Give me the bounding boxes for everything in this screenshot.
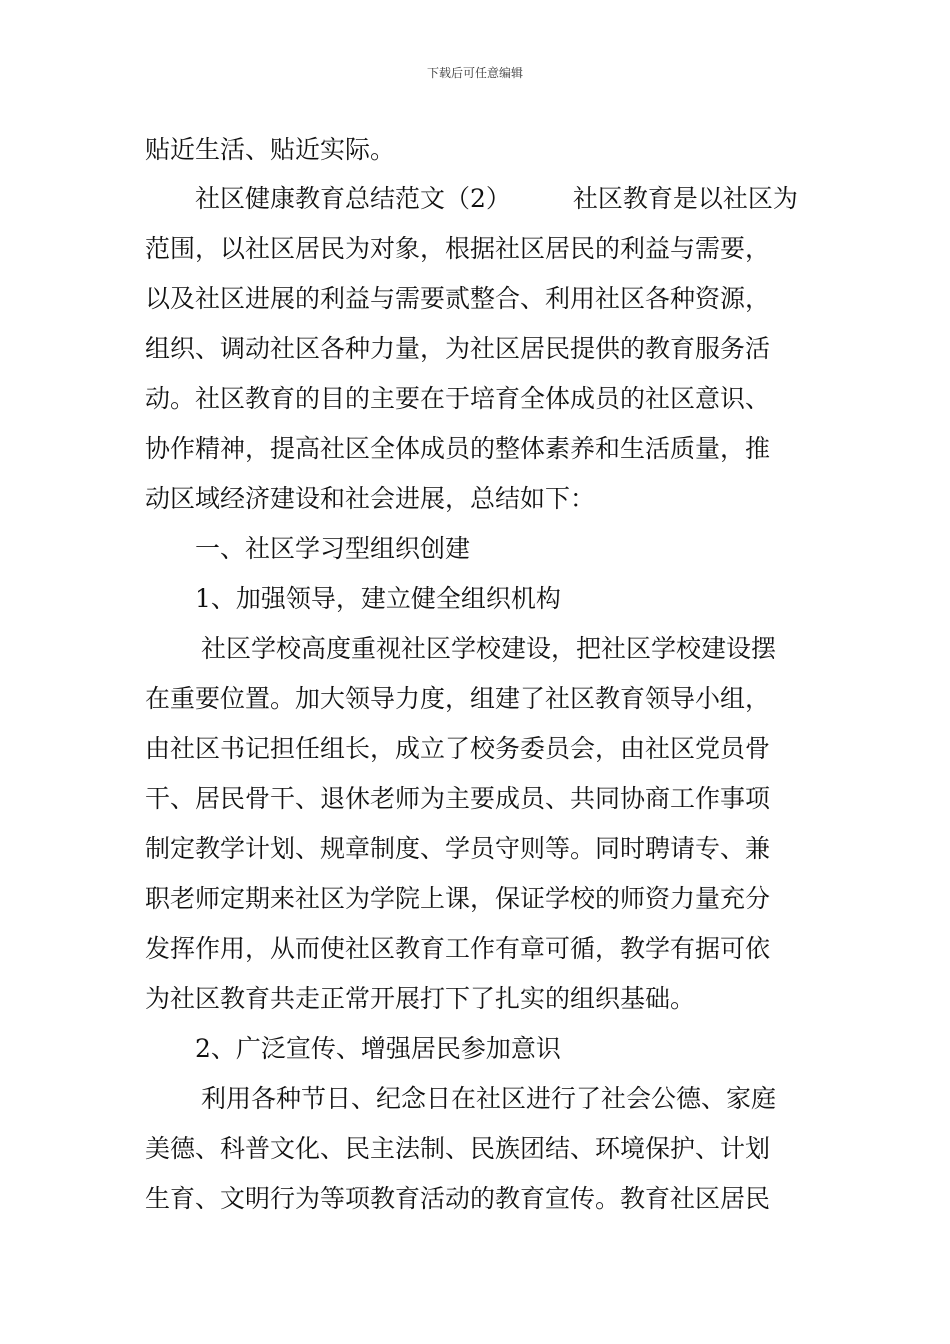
text-line-7: 协作精神，提高社区全体成员的整体素养和生活质量，推 [145,434,771,463]
text-line-16: 职老师定期来社区为学院上课，保证学校的师资力量充分 [145,884,771,913]
text-line-2 [145,181,825,217]
text-line-5: 组织、调动社区各种力量，为社区居民提供的教育服务活 [145,334,771,363]
text-line-11: 社区学校高度重视社区学校建设，把社区学校建设摆 [201,634,777,663]
text-line-8: 动区域经济建设和社会进展，总结如下： [145,484,596,513]
text-line-22: 生育、文明行为等项教育活动的教育宣传。教育社区居民 [145,1184,771,1213]
text-line-14: 干、居民骨干、退休老师为主要成员、共同协商工作事项 [145,784,771,813]
subheading-2: 2、广泛宣传、增强居民参加意识 [195,1034,561,1063]
text-line-6: 动。社区教育的目的主要在于培育全体成员的社区意识、 [145,384,771,413]
text-line-20: 利用各种节日、纪念日在社区进行了社会公德、家庭 [201,1084,777,1113]
text-line-1: 贴近生活、贴近实际。 [145,135,396,164]
text-line-15: 制定教学计划、规章制度、学员守则等。同时聘请专、兼 [145,834,771,863]
text-line-21: 美德、科普文化、民主法制、民族团结、环境保护、计划 [145,1134,771,1163]
text-line-17: 发挥作用，从而使社区教育工作有章可循，教学有据可依 [145,934,771,963]
text-line-18: 为社区教育共走正常开展打下了扎实的组织基础。 [145,984,696,1013]
heading-1: 一、社区学习型组织创建 [195,534,471,563]
text-line-12: 在重要位置。加大领导力度，组建了社区教育领导小组， [145,684,771,713]
paragraph-start: 社区教育是以社区为 [572,184,798,213]
page-header: 下载后可任意编辑 [426,66,523,80]
text-line-13: 由社区书记担任组长，成立了校务委员会，由社区党员骨 [145,734,771,763]
section-title: 社区健康教育总结范文（2） [195,184,511,213]
text-line-4: 以及社区进展的利益与需要贰整合、利用社区各种资源， [145,284,771,313]
subheading-1: 1、加强领导，建立健全组织机构 [195,584,561,613]
text-line-3: 范围，以社区居民为对象，根据社区居民的利益与需要， [145,234,771,263]
